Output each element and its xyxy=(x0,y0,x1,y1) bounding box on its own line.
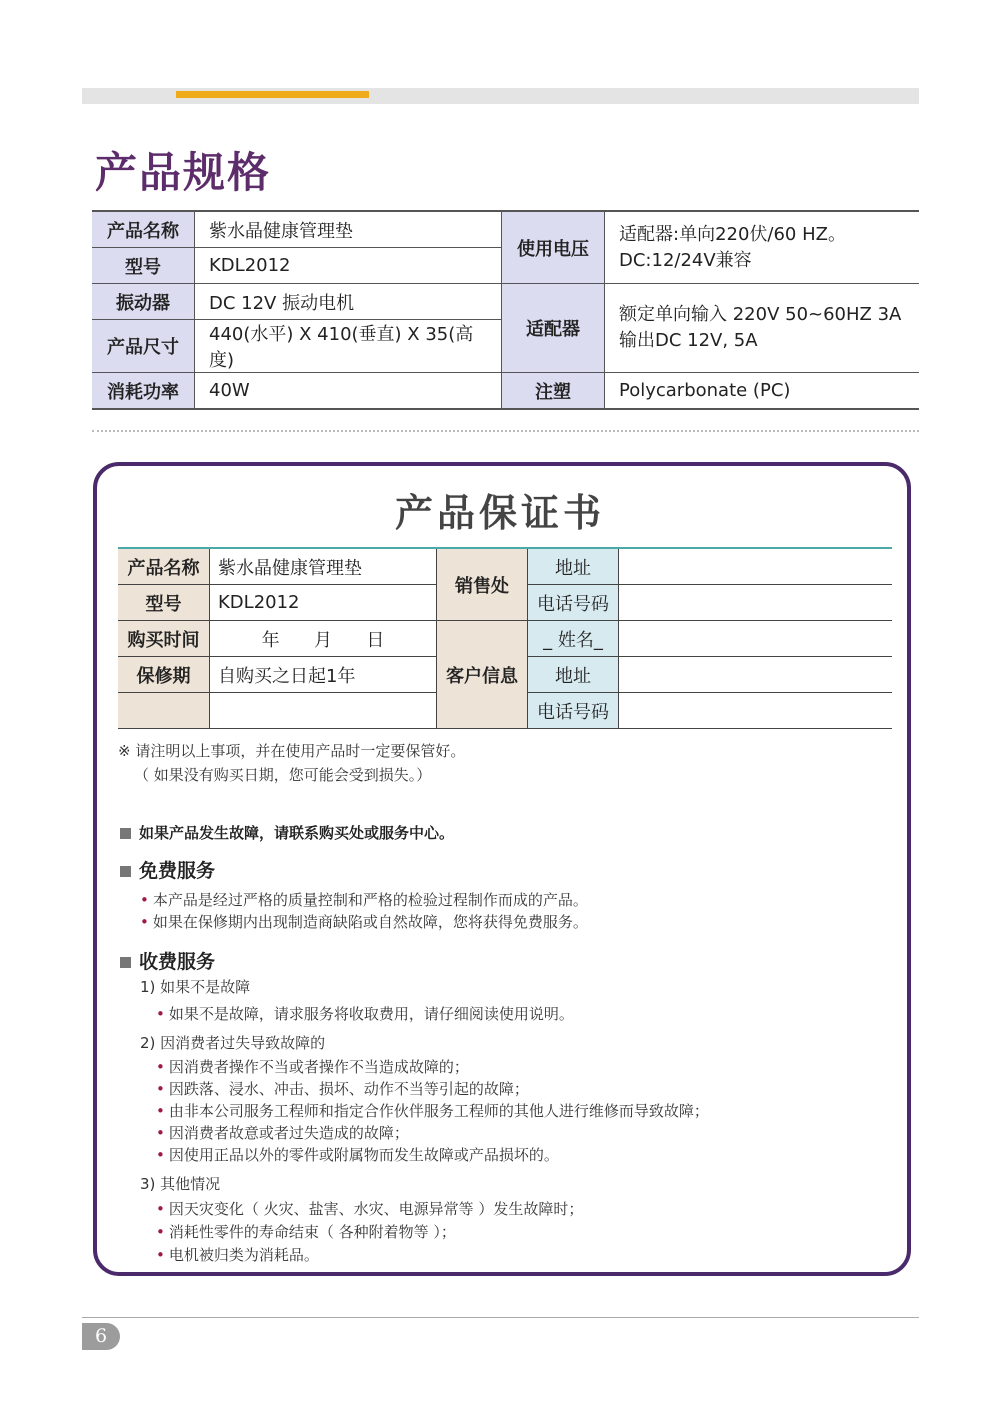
list-item-text: 因消费者操作不当或者操作不当造成故障的； xyxy=(168,1058,469,1076)
spec-value: KDL2012 xyxy=(195,248,502,284)
bullet-icon: • xyxy=(156,1146,165,1164)
bullet-icon: • xyxy=(156,1124,165,1142)
list-item-text: 因天灾变化（ 火灾、盐害、水灾、电源异常等 ）发生故障时； xyxy=(168,1200,584,1218)
spec-label: 注塑 xyxy=(502,373,605,410)
spec-value-line: 适配器:单向220伏/60 HZ。 xyxy=(619,223,846,245)
square-bullet-icon xyxy=(120,866,131,877)
list-item-text: 由非本公司服务工程师和指定合作伙伴服务工程师的其他人进行维修而导致故障； xyxy=(168,1102,709,1120)
right-label: _ 姓名_ xyxy=(528,621,619,657)
contact-text: 如果产品发生故障，请联系购买处或服务中心。 xyxy=(139,824,455,842)
right-label: 地址 xyxy=(528,657,619,693)
warranty-table xyxy=(118,547,892,729)
list-item xyxy=(156,1144,559,1165)
spec-label: 振动器 xyxy=(92,284,195,320)
bullet-icon: • xyxy=(140,891,149,909)
list-item-text: 如果在保修期内出现制造商缺陷或自然故障，您将获得免费服务。 xyxy=(152,913,588,931)
spec-value-line: 额定单向输入 220V 50~60HZ 3A xyxy=(619,304,902,325)
warranty-value: KDL2012 xyxy=(210,585,437,621)
spec-table xyxy=(92,210,919,410)
spec-value: 40W xyxy=(195,373,502,410)
bullet-icon: • xyxy=(156,1223,165,1241)
input-cell[interactable] xyxy=(619,621,893,657)
list-item xyxy=(156,1221,456,1242)
list-item-text: 因消费者故意或者过失造成的故障； xyxy=(168,1124,409,1142)
warranty-label: 保修期 xyxy=(118,657,210,693)
sub-heading: 2) 因消费者过失导致故障的 xyxy=(140,1034,326,1052)
list-item xyxy=(156,1100,709,1121)
free-service-title: 免费服务 xyxy=(139,860,216,882)
spec-value xyxy=(605,284,920,373)
list-item xyxy=(156,1244,319,1265)
sub-heading: 1) 如果不是故障 xyxy=(140,978,251,996)
bullet-icon: • xyxy=(156,1080,165,1098)
bullet-icon: • xyxy=(140,913,149,931)
warranty-title: 产品保证书 xyxy=(394,491,605,535)
customer-label: 客户信息 xyxy=(437,621,528,729)
input-cell[interactable] xyxy=(619,585,893,621)
spec-label: 产品尺寸 xyxy=(92,320,195,373)
warranty-value[interactable] xyxy=(210,693,437,729)
right-label: 电话号码 xyxy=(528,693,619,729)
list-item xyxy=(156,1198,583,1219)
bullet-icon: • xyxy=(156,1005,165,1023)
spec-value: Polycarbonate (PC) xyxy=(605,373,920,410)
spec-label: 使用电压 xyxy=(502,211,605,284)
list-item xyxy=(156,1122,409,1143)
warranty-value: 自购买之日起1年 xyxy=(210,657,437,693)
square-bullet-icon xyxy=(120,828,131,839)
purchase-date-value[interactable]: 年 月 日 xyxy=(210,621,437,657)
list-item-text: 因使用正品以外的零件或附属物而发生故障或产品损坏的。 xyxy=(168,1146,559,1164)
input-cell[interactable] xyxy=(619,693,893,729)
footer-divider xyxy=(82,1317,919,1318)
warranty-label: 型号 xyxy=(118,585,210,621)
page-number: 6 xyxy=(82,1323,120,1350)
list-item-text: 因跌落、浸水、冲击、损坏、动作不当等引起的故障； xyxy=(168,1080,529,1098)
list-item-text: 本产品是经过严格的质量控制和严格的检验过程制作而成的产品。 xyxy=(152,891,588,909)
bullet-icon: • xyxy=(156,1102,165,1120)
spec-label: 消耗功率 xyxy=(92,373,195,410)
header-accent-bar xyxy=(176,91,369,98)
bullet-icon: • xyxy=(156,1246,165,1264)
list-item-text: 电机被归类为消耗品。 xyxy=(168,1246,319,1264)
right-label: 地址 xyxy=(528,548,619,585)
list-item xyxy=(140,889,588,910)
bullet-icon: • xyxy=(156,1058,165,1076)
spec-value: 紫水晶健康管理垫 xyxy=(195,211,502,248)
list-item xyxy=(140,911,588,932)
spec-label: 型号 xyxy=(92,248,195,284)
note-line: （ 如果没有购买日期，您可能会受到损失。） xyxy=(134,766,432,784)
spec-title: 产品规格 xyxy=(95,148,272,197)
input-cell[interactable] xyxy=(619,548,893,585)
warranty-value: 紫水晶健康管理垫 xyxy=(210,548,437,585)
list-item-text: 消耗性零件的寿命结束（ 各种附着物等 ）； xyxy=(168,1223,456,1241)
spec-value xyxy=(605,211,920,284)
spec-value: DC 12V 振动电机 xyxy=(195,284,502,320)
paid-service-heading xyxy=(120,947,215,974)
right-label: 电话号码 xyxy=(528,585,619,621)
spec-label: 产品名称 xyxy=(92,211,195,248)
list-item xyxy=(156,1003,574,1024)
bullet-icon: • xyxy=(156,1200,165,1218)
list-item-text: 如果不是故障，请求服务将收取费用，请仔细阅读使用说明。 xyxy=(168,1005,574,1023)
warranty-label: 购买时间 xyxy=(118,621,210,657)
note-line: ※ 请注明以上事项，并在使用产品时一定要保管好。 xyxy=(118,742,466,760)
spec-value-line: 输出DC 12V, 5A xyxy=(619,330,758,351)
spec-value-line: DC:12/24V兼容 xyxy=(619,249,752,271)
free-service-heading xyxy=(120,856,215,883)
spec-value: 440(水平) X 410(垂直) X 35(高度) xyxy=(195,320,502,373)
section-divider xyxy=(92,430,919,432)
list-item xyxy=(156,1078,529,1099)
input-cell[interactable] xyxy=(619,657,893,693)
paid-service-title: 收费服务 xyxy=(139,951,216,973)
list-item xyxy=(156,1056,469,1077)
seller-label: 销售处 xyxy=(437,548,528,621)
square-bullet-icon xyxy=(120,957,131,968)
warranty-label xyxy=(118,693,210,729)
contact-heading xyxy=(120,822,454,843)
warranty-label: 产品名称 xyxy=(118,548,210,585)
spec-label: 适配器 xyxy=(502,284,605,373)
sub-heading: 3) 其他情况 xyxy=(140,1175,221,1193)
